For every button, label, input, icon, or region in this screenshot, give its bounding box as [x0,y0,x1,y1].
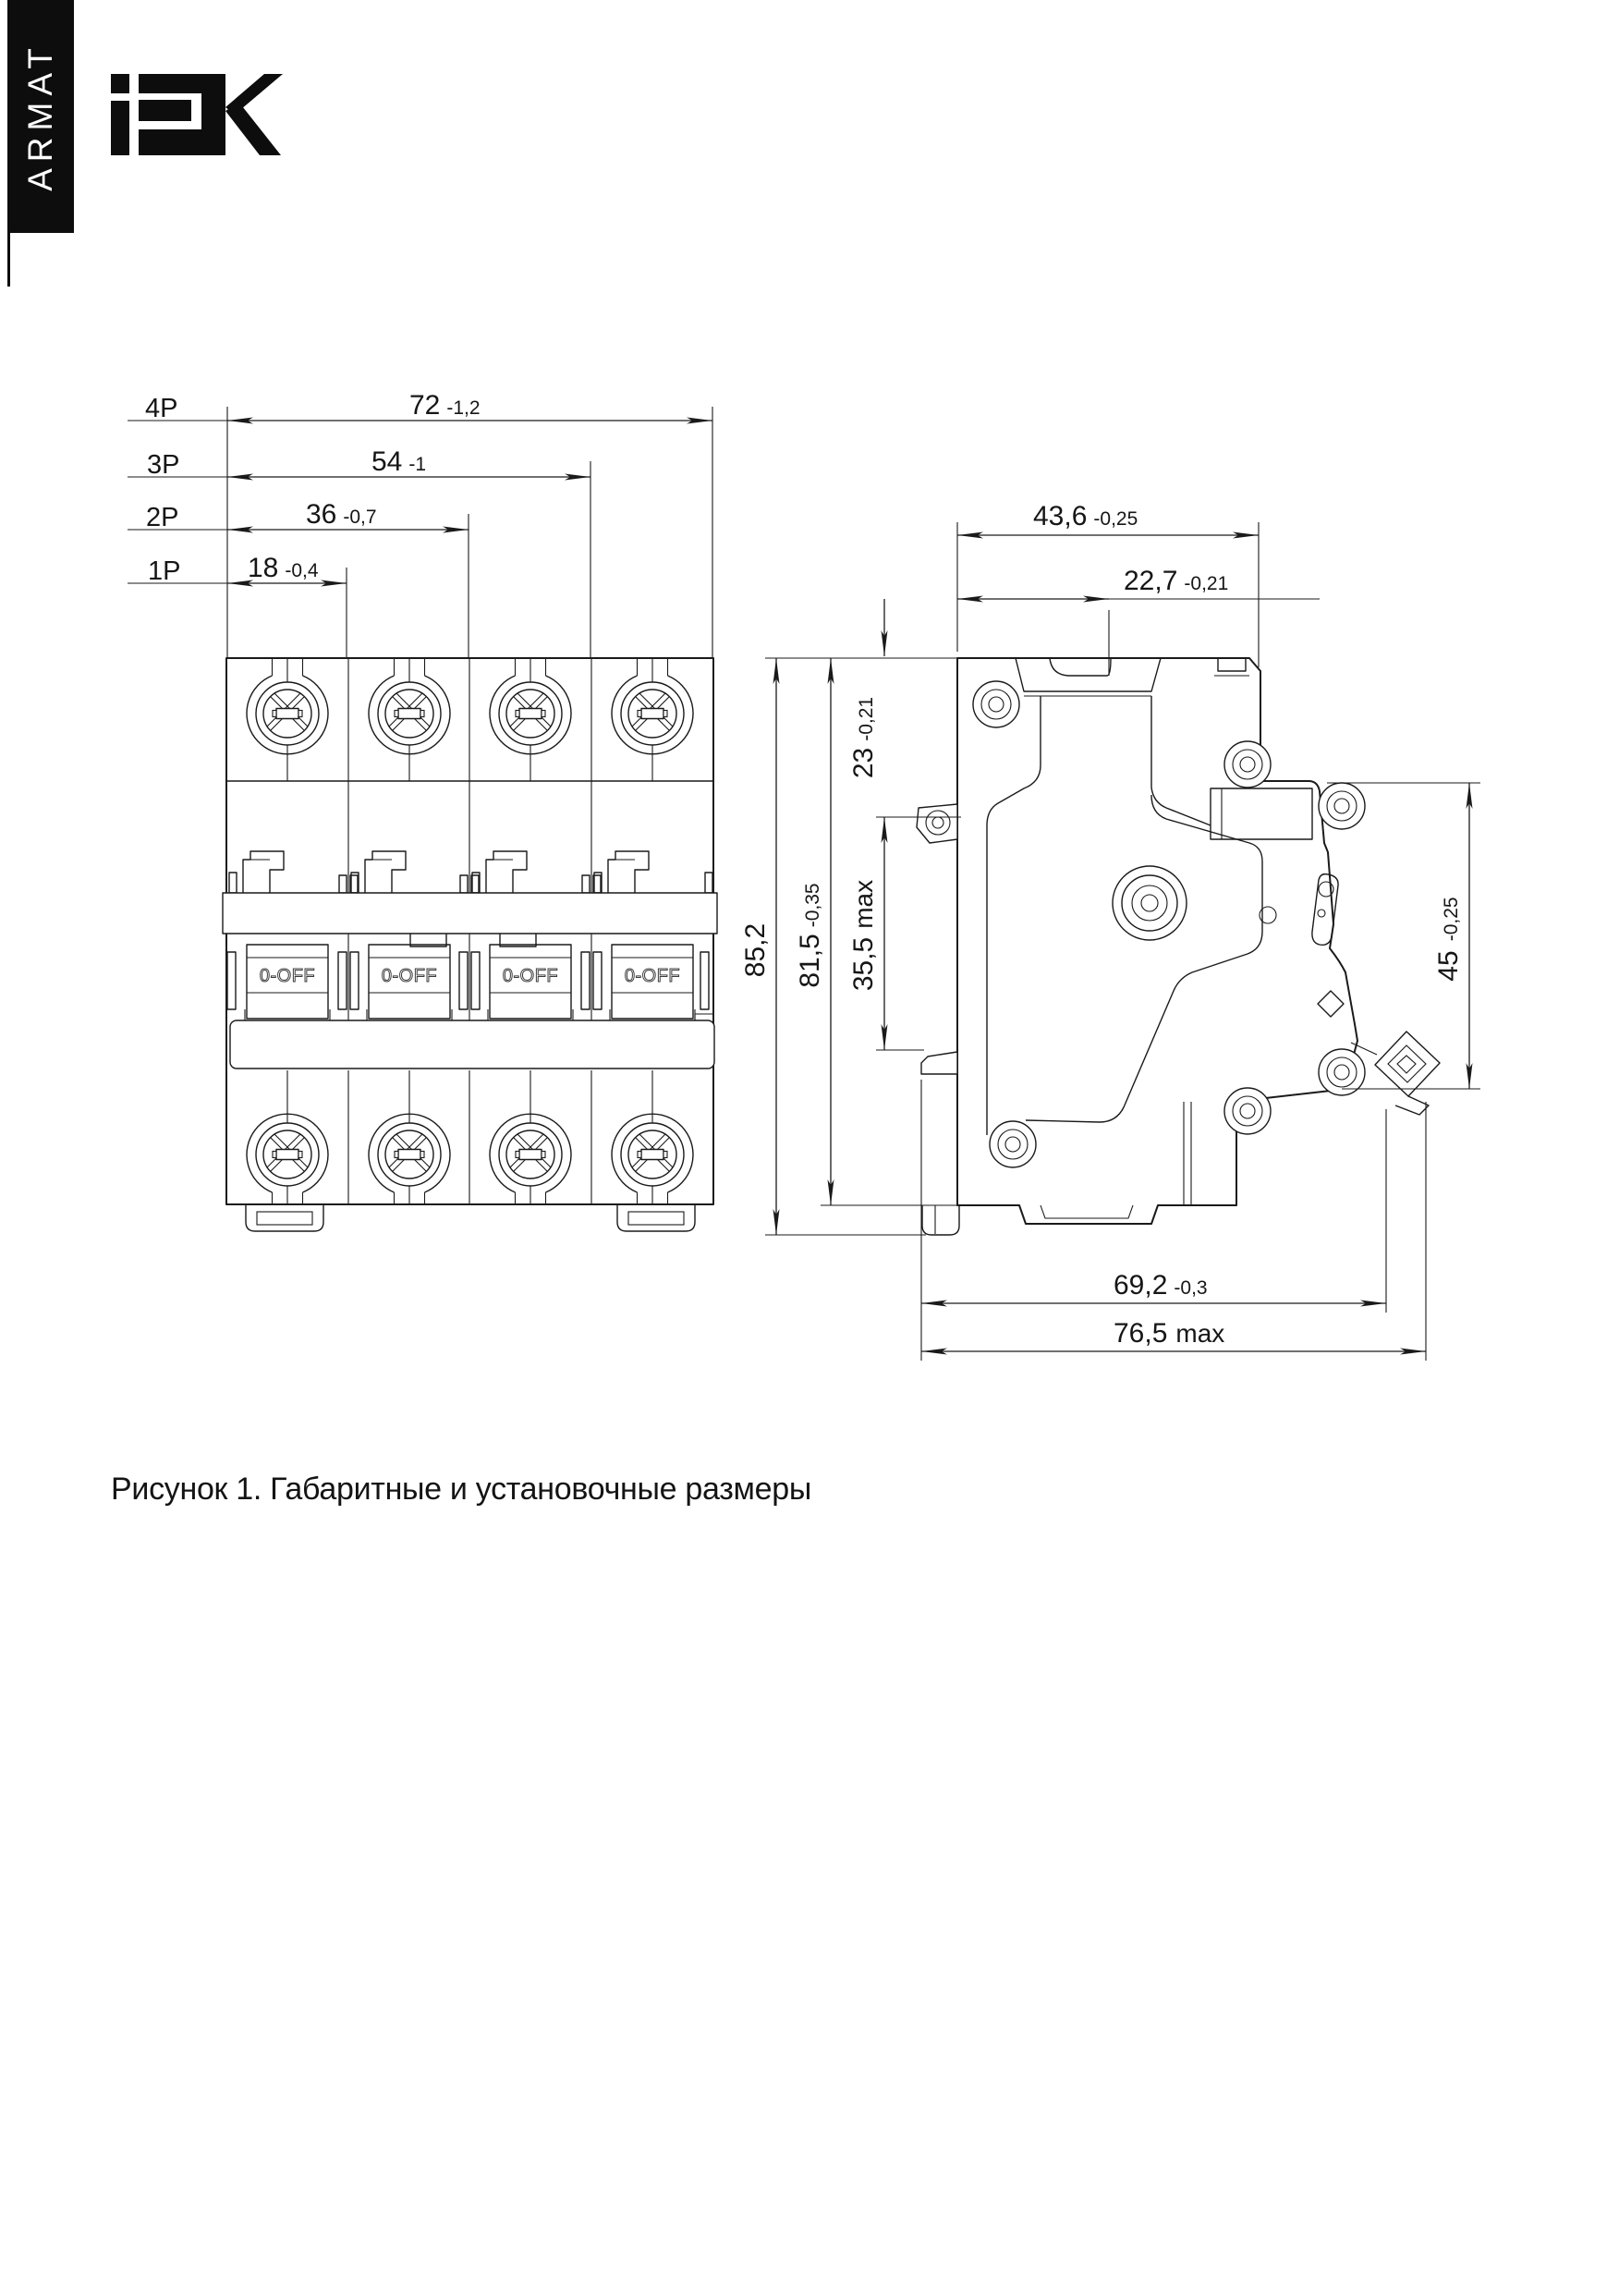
switch-label-3: 0-OFF [502,966,559,986]
front-dimensions [128,390,712,658]
pole-label-4p: 4P [145,394,178,423]
dim-43-6-text: 43,6 -0,25 [1033,501,1138,531]
din-latch [921,1052,957,1074]
dim-1p-text: 18 -0,4 [248,553,319,583]
switch-label-2: 0-OFF [381,966,438,986]
dim-2p-text: 36 -0,7 [306,499,377,530]
switch-label-4: 0-OFF [624,966,681,986]
dim-22-7-text: 22,7 -0,21 [1124,566,1229,596]
dim-3p-text: 54 -1 [371,446,427,477]
dim-35-5-text: 35,5max [848,879,879,992]
dim-latch-extent-35-5 [848,817,961,1050]
dim-23-text: 23-0,21 [848,696,879,779]
side-view [740,501,1480,1361]
front-body [223,658,717,1231]
dim-3p-width [128,446,590,480]
side-dimensions [740,501,1480,1361]
dim-69-2-text: 69,2 -0,3 [1114,1270,1208,1301]
pole-label-3p: 3P [147,450,180,480]
pole-label-2p: 2P [146,503,179,532]
dim-4p-width [128,390,712,423]
front-view [128,390,717,1231]
dim-76-5-text: 76,5 max [1114,1318,1225,1349]
figure-caption: Рисунок 1. Габаритные и установочные размеры [111,1472,811,1507]
dim-1p-width [128,553,347,586]
series-label: ARMAT [21,42,59,191]
switch-label-1: 0-OFF [259,966,316,986]
dim-top-width-22-7 [957,566,1320,676]
dim-4p-text: 72 -1,2 [409,390,481,421]
pole-label-1p: 1P [148,556,181,586]
front-extension-lines [227,407,712,658]
dim-screw-center-23 [848,599,884,778]
side-body [917,658,1440,1235]
din-feet [246,1204,695,1231]
dim-body-height-81-5 [795,658,961,1205]
dim-85-2-text: 85,2 [740,922,771,978]
dim-45-text: 45-0,25 [1433,897,1464,982]
dim-2p-width [128,499,469,532]
dim-81-5-text: 81,5-0,35 [795,883,825,988]
toggle-lever [1211,788,1312,839]
